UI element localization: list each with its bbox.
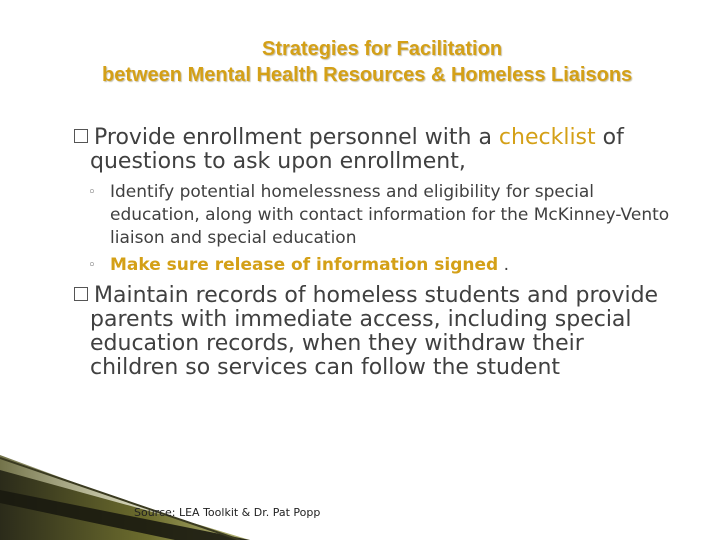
page-title-line-1: Strategies for Facilitation (262, 38, 503, 60)
bullet-text-before: Provide enrollment personnel with a (94, 125, 499, 150)
checkbox-bullet-icon (74, 287, 88, 301)
sub-bullet-text: Identify potential homelessness and eligibility for special education, along with contact information for the McKinney-Vento liaison and special education (110, 182, 670, 248)
sub-bullet-text-after: . (498, 255, 509, 275)
highlight-checklist: checklist (498, 125, 596, 150)
bullet-text (74, 284, 674, 380)
circle-bullet-icon: ◦ (88, 185, 96, 200)
highlight-release: Make sure release of information signed (110, 255, 499, 275)
source-citation: Source: LEA Toolkit & Dr. Pat Popp (134, 506, 321, 519)
bullet-text-after: of questions to ask upon enrollment, (90, 125, 624, 174)
bullet-maintain-records (74, 284, 674, 380)
sub-bullet-text (88, 254, 678, 277)
sub-bullet-release (88, 254, 678, 277)
page-title-line-2: between Mental Health Resources & Homeless Liaisons (102, 64, 633, 86)
bullet-text (74, 126, 674, 174)
circle-bullet-icon: ◦ (88, 258, 96, 273)
bullet-checklist (74, 126, 674, 174)
checkbox-bullet-icon (74, 129, 88, 143)
bullet-text-body: Maintain records of homeless students and provide parents with immediate access, including special education records, when they withdraw their children so services can follow the student (90, 283, 659, 380)
sub-bullet-identify (88, 181, 678, 250)
